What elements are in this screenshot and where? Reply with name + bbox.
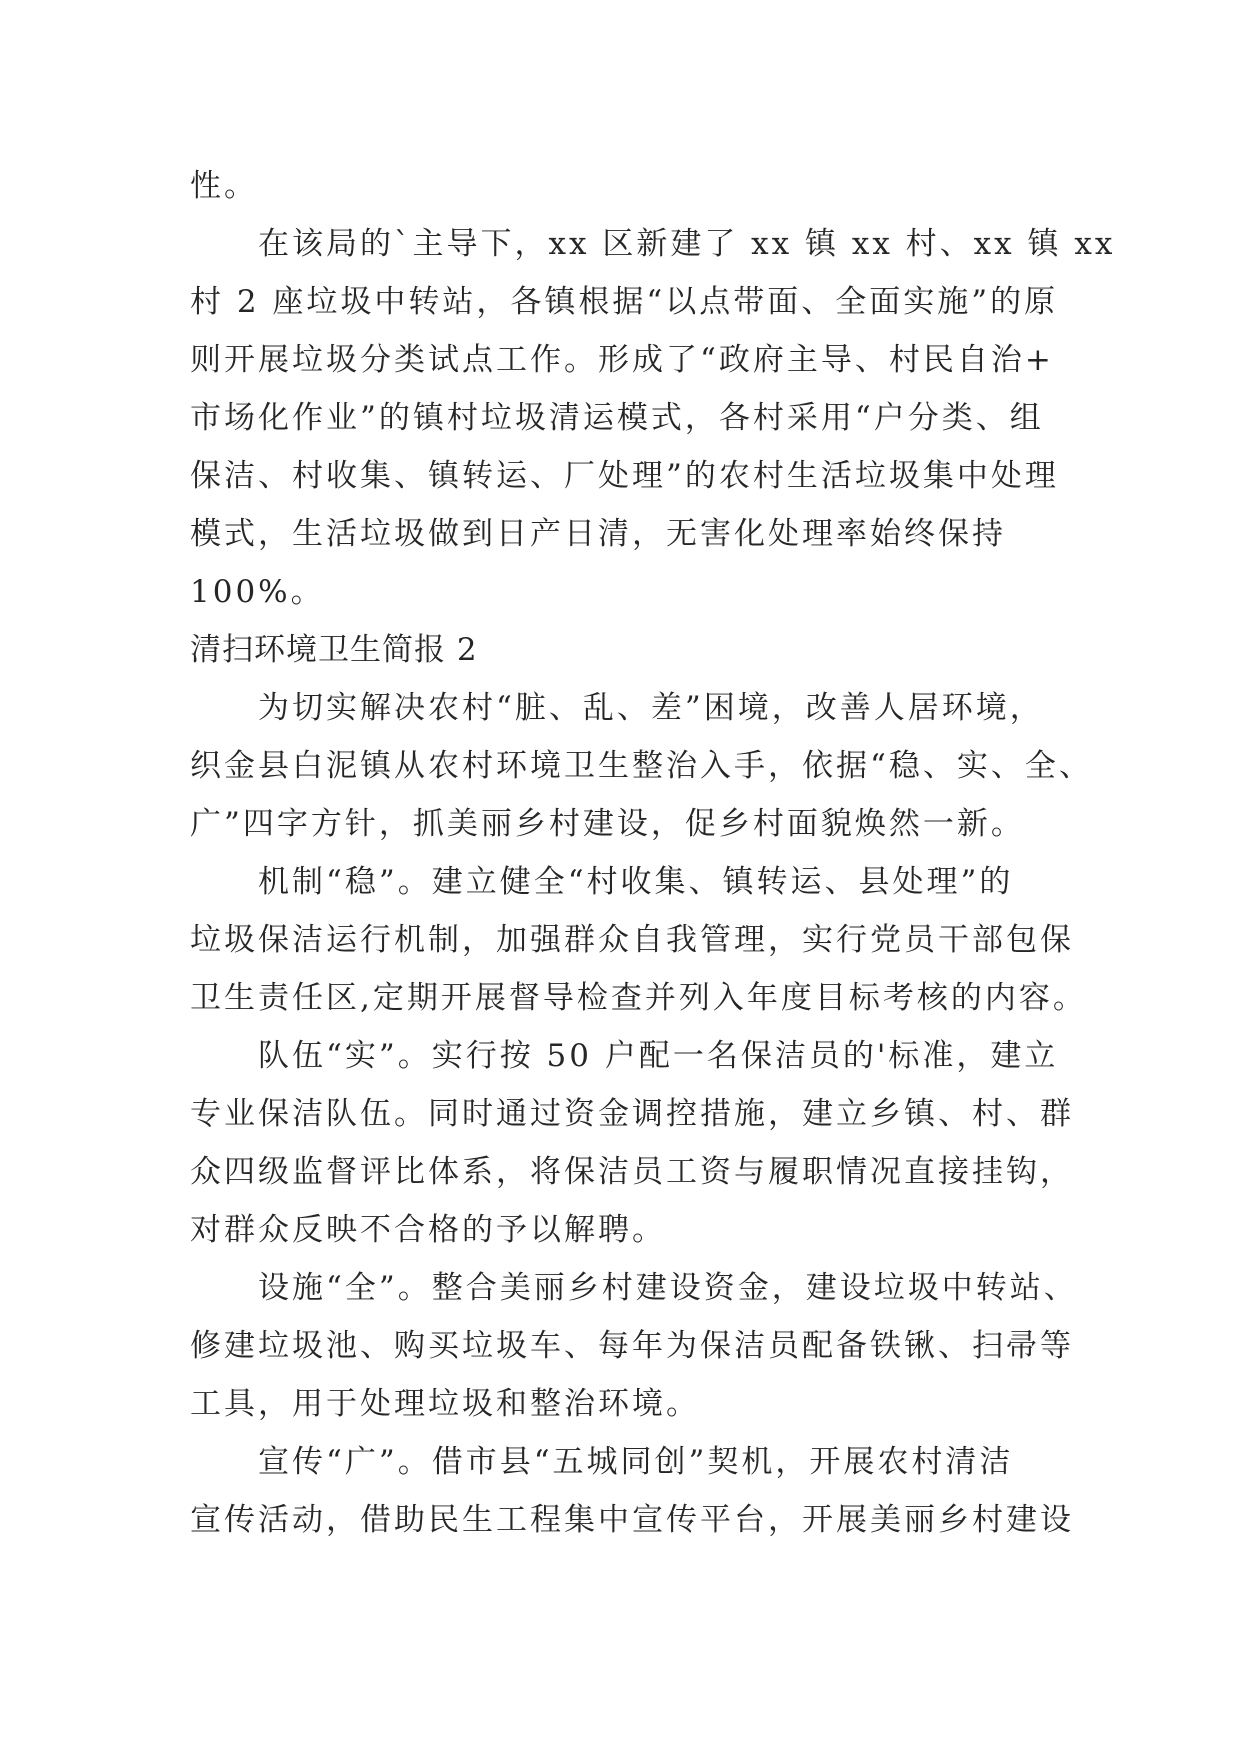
text-line: 专业保洁队伍。同时通过资金调控措施，建立乡镇、村、群 [190,1096,1074,1132]
text-line: 卫生责任区,定期开展督导检查并列入年度目标考核的内容。 [190,980,1087,1016]
paragraph-start-line: 队伍“实”。实行按 50 户配一名保洁员的'标准，建立 [258,1038,1059,1074]
text-line: 则开展垃圾分类试点工作。形成了“政府主导、村民自治+ [190,342,1054,378]
paragraph-start-line: 宣传“广”。借市县“五城同创”契机，开展农村清洁 [258,1444,1014,1480]
paragraph-start-line: 机制“稳”。建立健全“村收集、镇转运、县处理”的 [258,864,1014,900]
text-line: 众四级监督评比体系，将保洁员工资与履职情况直接挂钩， [190,1154,1074,1190]
text-line: 对群众反映不合格的予以解聘。 [190,1212,666,1248]
text-line: 垃圾保洁运行机制，加强群众自我管理，实行党员干部包保 [190,922,1074,958]
text-line: 模式，生活垃圾做到日产日清，无害化处理率始终保持 [190,516,1006,552]
text-line: 广”四字方针，抓美丽乡村建设，促乡村面貌焕然一新。 [190,806,1025,842]
paragraph-start-line: 设施“全”。整合美丽乡村建设资金，建设垃圾中转站、 [258,1270,1078,1306]
text-line: 村 2 座垃圾中转站，各镇根据“以点带面、全面实施”的原 [190,284,1059,320]
paragraph-start-line: 在该局的`主导下，xx 区新建了 xx 镇 xx 村、xx 镇 xx [258,226,1116,262]
text-line: 宣传活动，借助民生工程集中宣传平台，开展美丽乡村建设 [190,1502,1074,1538]
text-line: 100%。 [190,574,325,610]
paragraph-start-line: 为切实解决农村“脏、乱、差”困境，改善人居环境， [258,690,1044,726]
text-line: 工具，用于处理垃圾和整治环境。 [190,1386,700,1422]
text-line: 织金县白泥镇从农村环境卫生整治入手，依据“稳、实、全、 [190,748,1093,784]
document-body [190,157,1116,1549]
section-heading: 清扫环境卫生简报 2 [190,632,478,668]
text-line: 性。 [190,168,258,204]
text-line: 修建垃圾池、购买垃圾车、每年为保洁员配备铁锹、扫帚等 [190,1328,1074,1364]
text-line: 市场化作业”的镇村垃圾清运模式，各村采用“户分类、组 [190,400,1044,436]
text-line: 保洁、村收集、镇转运、厂处理”的农村生活垃圾集中处理 [190,458,1059,494]
